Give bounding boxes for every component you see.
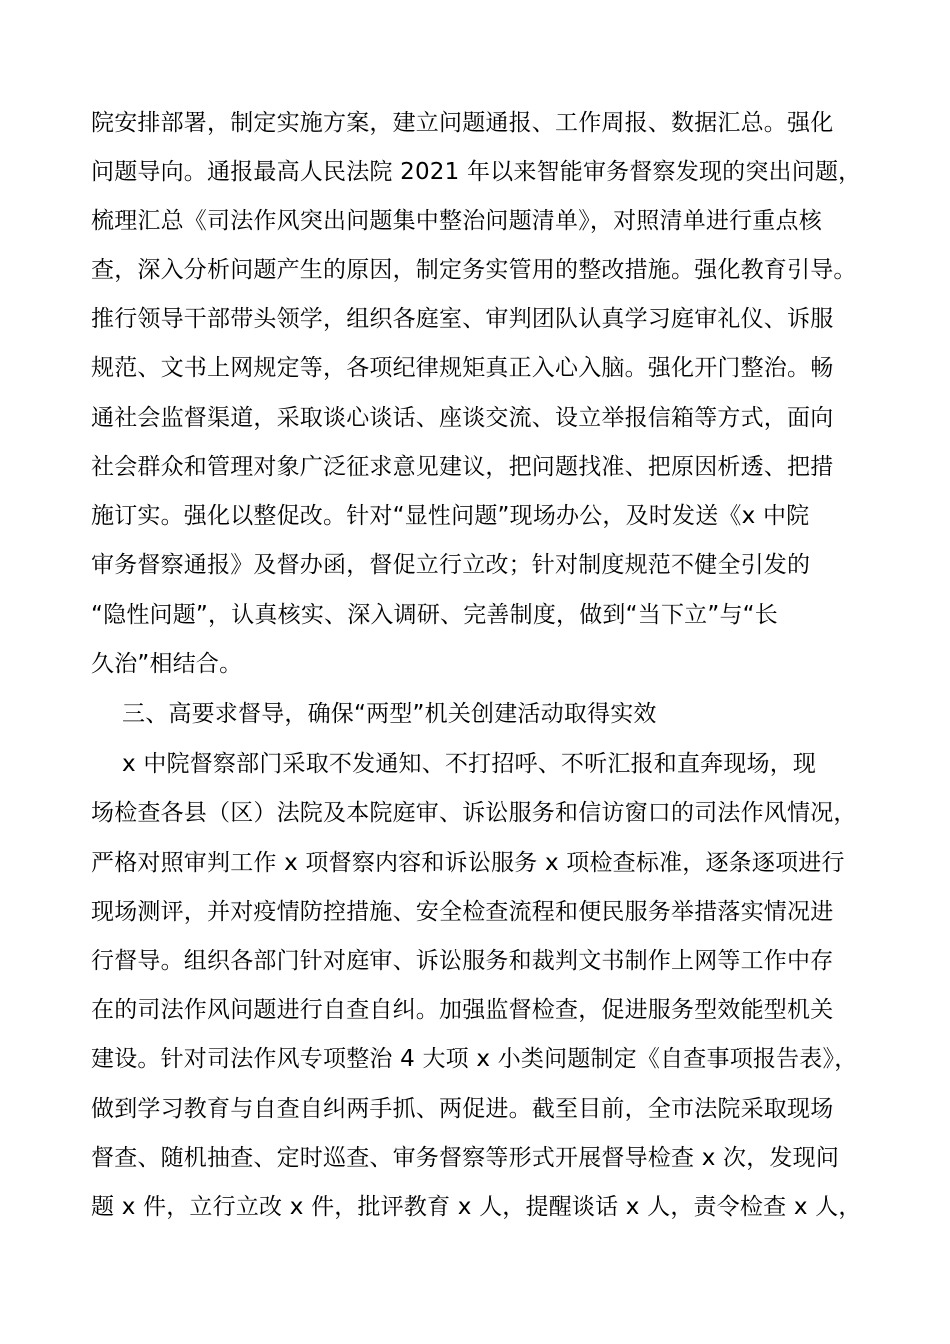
paragraph-2-line-9: 督查、随机抽查、定时巡查、审务督察等形式开展督导检查 x 次，发现问 <box>91 1145 840 1171</box>
paragraph-2-line-10: 题 x 件，立行立改 x 件，批评教育 x 人，提醒谈话 x 人，责令检查 x 人， <box>91 1194 862 1220</box>
paragraph-1-line-6: 规范、文书上网规定等，各项纪律规矩真正入心入脑。强化开门整治。畅 <box>91 355 834 381</box>
paragraph-2-line-6: 在的司法作风问题进行自查自纠。加强监督检查，促进服务型效能型机关 <box>91 997 834 1023</box>
paragraph-1-line-3: 梳理汇总《司法作风突出问题集中整治问题清单》，对照清单进行重点核 <box>91 208 822 234</box>
paragraph-1-line-1: 院安排部署，制定实施方案，建立问题通报、工作周报、数据汇总。强化 <box>91 110 834 136</box>
paragraph-1-line-4: 查，深入分析问题产生的原因，制定务实管用的整改措施。强化教育引导。 <box>91 257 857 283</box>
paragraph-1-line-2: 问题导向。通报最高人民法院 2021 年以来智能审务督察发现的突出问题， <box>91 159 862 185</box>
paragraph-2-line-3: 严格对照审判工作 x 项督察内容和诉讼服务 x 项检查标准，逐条逐项进行 <box>91 850 845 876</box>
paragraph-2-line-7: 建设。针对司法作风专项整治 4 大项 x 小类问题制定《自查事项报告表》， <box>91 1046 858 1072</box>
paragraph-2-line-1: x 中院督察部门采取不发通知、不打招呼、不听汇报和直奔现场，现 <box>122 751 817 777</box>
paragraph-2-line-4: 现场测评，并对疫情防控措施、安全检查流程和便民服务举措落实情况进 <box>91 899 834 925</box>
paragraph-1-line-11: “隐性问题”，认真核实、深入调研、完善制度，做到“当下立”与“长 <box>91 602 778 628</box>
paragraph-1-line-12: 久治”相结合。 <box>91 651 243 677</box>
paragraph-1-line-9: 施订实。强化以整促改。针对“显性问题”现场办公，及时发送《x 中院 <box>91 503 810 529</box>
paragraph-1-line-7: 通社会监督渠道，采取谈心谈话、座谈交流、设立举报信箱等方式，面向 <box>91 405 834 431</box>
paragraph-1-line-10: 审务督察通报》及督办函，督促立行立改；针对制度规范不健全引发的 <box>91 552 811 578</box>
paragraph-1-line-8: 社会群众和管理对象广泛征求意见建议，把问题找准、把原因析透、把措 <box>91 454 834 480</box>
paragraph-2-line-8: 做到学习教育与自查自纠两手抓、两促进。截至目前，全市法院采取现场 <box>91 1096 834 1122</box>
section-heading: 三、高要求督导，确保“两型”机关创建活动取得实效 <box>122 701 657 727</box>
paragraph-2-line-2: 场检查各县（区）法院及本院庭审、诉讼服务和信访窗口的司法作风情况， <box>91 800 857 826</box>
paragraph-1-line-5: 推行领导干部带头领学，组织各庭室、审判团队认真学习庭审礼仪、诉服 <box>91 306 834 332</box>
paragraph-2-line-5: 行督导。组织各部门针对庭审、诉讼服务和裁判文书制作上网等工作中存 <box>91 948 834 974</box>
